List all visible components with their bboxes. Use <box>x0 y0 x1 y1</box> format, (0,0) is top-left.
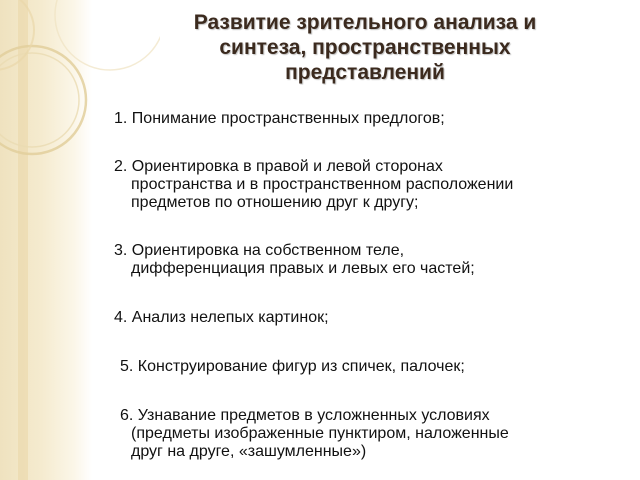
list-item-5 <box>120 358 465 376</box>
list-item-4 <box>114 309 329 327</box>
list-item-text: (предметы изображенные пунктиром, наложенные <box>131 425 509 442</box>
list-item-text: 5. Конструирование фигур из спичек, палочек; <box>120 358 465 375</box>
list-item-2 <box>114 158 513 212</box>
list-item-3 <box>114 242 475 278</box>
list-item-text: предметов по отношению друг к другу; <box>131 194 419 211</box>
list-item-text: 3. Ориентировка на собственном теле, <box>114 242 405 259</box>
list-item-text: пространства и в пространственном расположении <box>131 176 514 193</box>
slide-title <box>150 10 580 85</box>
ring-outline-upper-right <box>55 0 160 70</box>
title-line-2: синтеза, пространственных <box>219 36 511 59</box>
list-item-text: друг на друге, «зашумленные») <box>131 443 367 460</box>
ring-outline-inner <box>0 53 79 147</box>
ring-outline-large <box>0 46 86 154</box>
ring-outline-top <box>0 0 34 70</box>
list-item-text: дифференциация правых и левых его частей; <box>131 260 475 277</box>
list-item-text: 2. Ориентировка в правой и левой сторонах <box>114 158 443 175</box>
list-item-1 <box>114 110 445 128</box>
list-item-6 <box>120 407 509 461</box>
list-item-text: 1. Понимание пространственных предлогов; <box>114 110 445 127</box>
list-item-text: 6. Узнавание предметов в усложненных условиях <box>120 407 490 424</box>
list-item-text: 4. Анализ нелепых картинок; <box>114 309 329 326</box>
title-line-3: представлений <box>285 61 445 84</box>
title-line-1: Развитие зрительного анализа и <box>193 11 537 34</box>
